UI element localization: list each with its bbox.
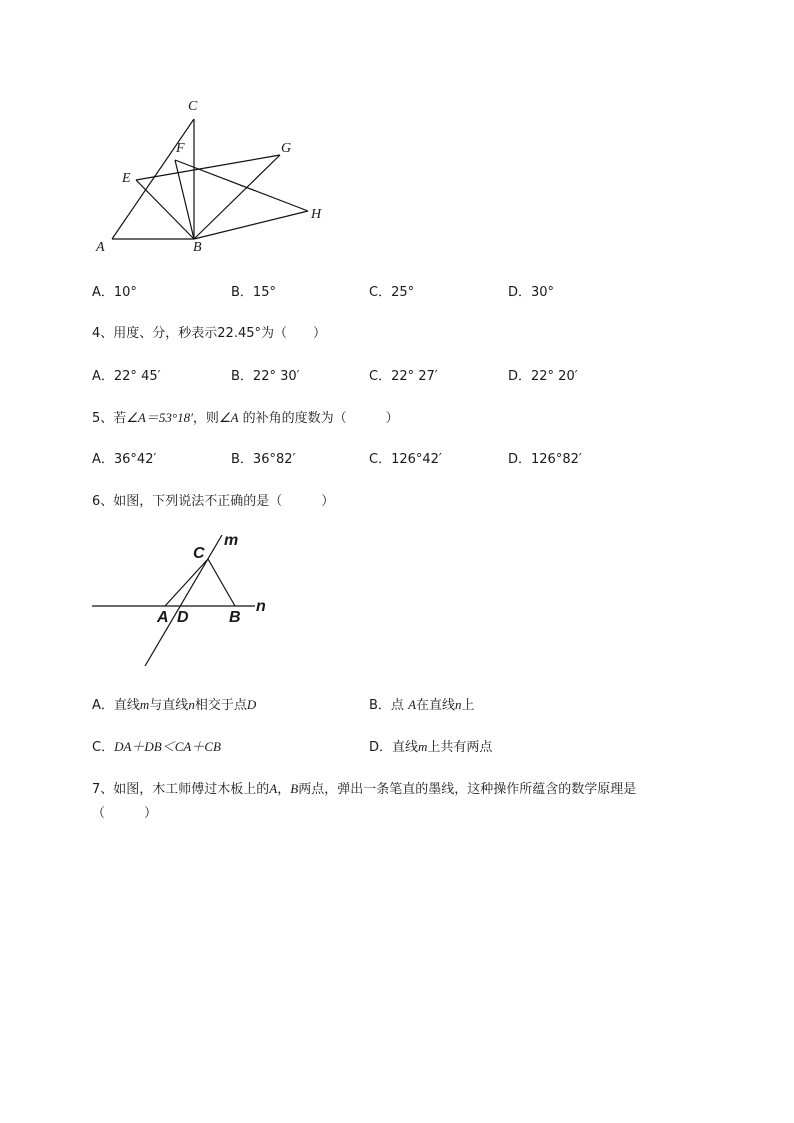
segment-BE	[136, 180, 194, 239]
q4-option-a[interactable]: A．22° 45′	[92, 369, 161, 384]
segment-CB	[208, 559, 235, 606]
q7-text-3: 两点，弹出一条笔直的墨线，这种操作所蕴含的数学原理是	[298, 782, 637, 797]
q6-option-d[interactable]	[369, 739, 492, 756]
q5-option-b[interactable]: B．36°82′	[231, 452, 296, 467]
q6-option-b-math-1: A	[408, 697, 417, 712]
q3-label-H: H	[311, 207, 322, 222]
q6-option-d-text-2: 上共有两点	[427, 740, 493, 755]
q6-option-a-math-1: m	[139, 697, 150, 712]
q6-option-b[interactable]	[369, 697, 475, 714]
q6-option-b-text-2: 在直线	[416, 698, 456, 713]
q3-label-F: F	[176, 141, 185, 156]
q3-option-d[interactable]: D．30°	[508, 285, 555, 300]
q4-option-b[interactable]: B．22° 30′	[231, 369, 300, 384]
q6-option-a[interactable]	[92, 697, 256, 714]
q5-stem	[92, 410, 399, 427]
q6-option-a-text-3: 相交于点	[194, 698, 247, 713]
q3-label-E: E	[122, 171, 131, 186]
segment-BH	[194, 211, 308, 239]
q4-option-c[interactable]: C．22° 27′	[369, 369, 438, 384]
q3-label-G: G	[281, 141, 292, 156]
q6-label-m: m	[224, 532, 239, 549]
q7-text-2: ，	[277, 782, 291, 797]
q6-option-a-text-1: A．直线	[92, 698, 140, 713]
q6-label-D: D	[177, 609, 189, 626]
segment-FH	[175, 160, 308, 211]
q6-stem: 6、如图，下列说法不正确的是（ ）	[92, 494, 335, 509]
q6-option-a-math-2: n	[188, 697, 195, 712]
q6-option-a-math-3: D	[246, 697, 257, 712]
q6-option-a-text-2: 与直线	[149, 698, 189, 713]
q6-option-d-text-1: D．直线	[369, 740, 419, 755]
q3-label-B: B	[193, 240, 202, 255]
q7-stem	[92, 781, 636, 798]
q6-option-d-math-1: m	[418, 739, 428, 754]
q6-option-b-text-1: B．点	[369, 698, 409, 713]
q6-option-c-math-1: DA＋DB＜CA＋CB	[114, 739, 221, 754]
q5-option-a[interactable]: A．36°42′	[92, 452, 157, 467]
q4-option-d[interactable]: D．22° 20′	[508, 369, 578, 384]
q6-option-c[interactable]	[92, 739, 221, 756]
q6-label-B: B	[229, 609, 241, 626]
q6-label-C: C	[193, 545, 205, 562]
q5-option-d[interactable]: D．126°82′	[508, 452, 582, 467]
q5-stem-mid: ，则	[192, 411, 219, 426]
segment-CA	[165, 559, 208, 606]
q5-stem-math: ∠A＝53°18′	[126, 410, 193, 425]
q4-stem: 4、用度、分，秒表示22.45°为（ ）	[92, 326, 326, 341]
q6-option-c-text-1: C．	[92, 740, 115, 755]
q5-stem-math2: ∠A	[218, 410, 239, 425]
q3-label-C: C	[188, 99, 198, 114]
line-m	[145, 535, 222, 666]
q6-option-b-math-2: n	[455, 697, 462, 712]
q6-option-b-text-3: 上	[461, 698, 475, 713]
q5-stem-suffix: 的补角的度数为（ ）	[238, 411, 399, 426]
q7-stem-line2: （ ）	[92, 806, 158, 821]
q3-option-a[interactable]: A．10°	[92, 285, 137, 300]
q5-option-c[interactable]: C．126°42′	[369, 452, 442, 467]
q3-option-b[interactable]: B．15°	[231, 285, 276, 300]
q6-label-n: n	[256, 598, 266, 615]
q7-text-1: 7、如图，木工师傅过木板上的	[92, 782, 270, 797]
q6-label-A: A	[157, 609, 169, 626]
q7-math-2: B	[290, 781, 299, 796]
q3-label-A: A	[96, 240, 105, 255]
q7-math-1: A	[269, 781, 278, 796]
q3-option-c[interactable]: C．25°	[369, 285, 415, 300]
q5-stem-prefix: 5、若	[92, 411, 127, 426]
